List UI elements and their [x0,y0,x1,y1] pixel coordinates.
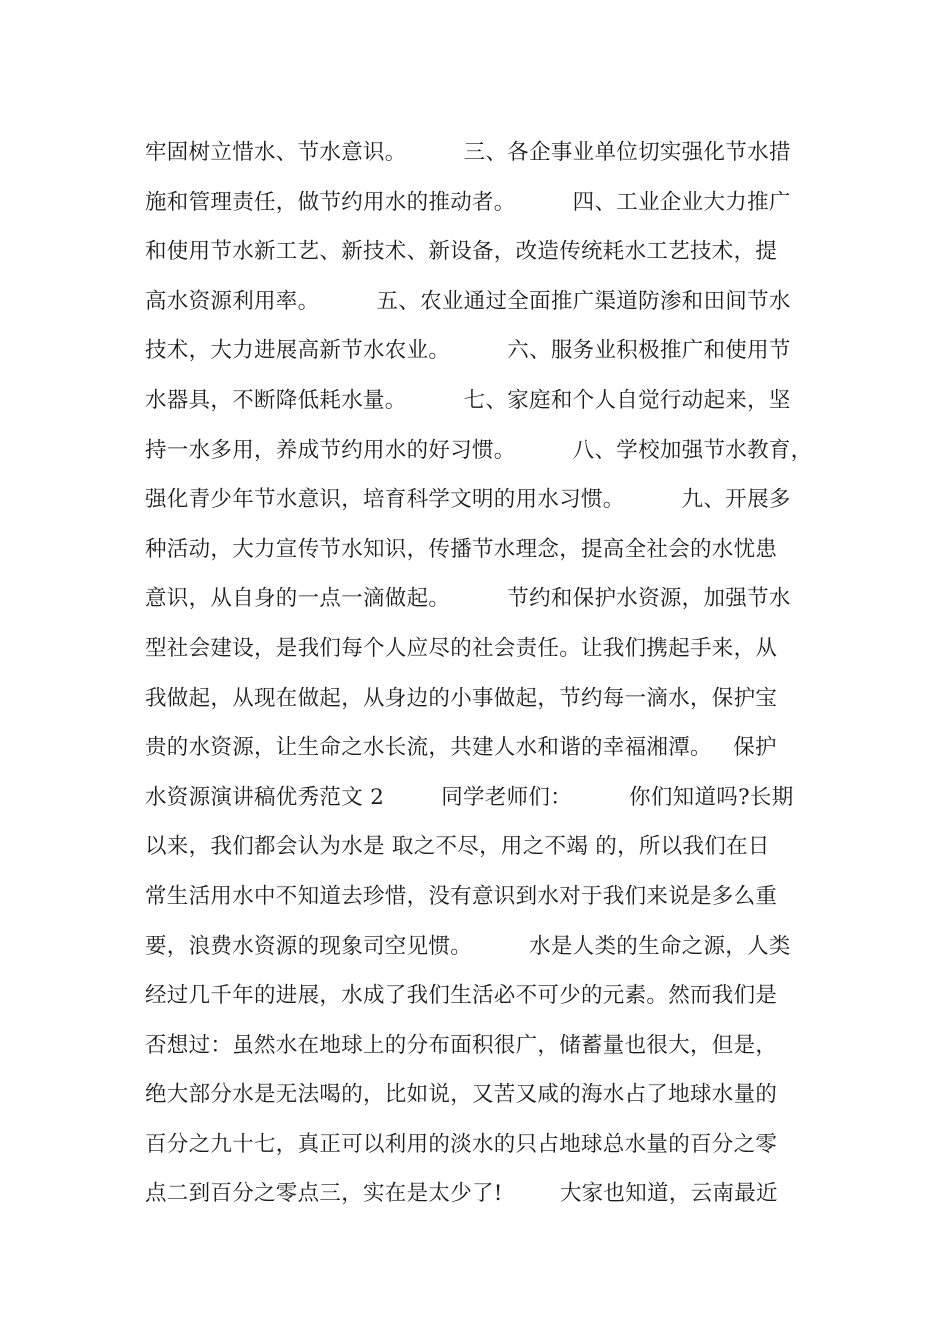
text-line: 高水资源利用率。 五、农业通过全面推广渠道防渗和田间节水 [145,288,791,314]
text-line: 牢固树立惜水、节水意识。 三、各企事业单位切实强化节水措 [145,140,791,165]
text-line: 以来，我们都会认为水是 取之不尽，用之不竭 的，所以我们在日 [145,834,770,860]
text-line: 我做起，从现在做起，从身边的小事做起，节约每一滴水，保护宝 [145,685,778,711]
text-line: 百分之九十七，真正可以利用的淡水的只占地球总水量的百分之零 [145,1131,778,1157]
text-line: 要，浪费水资源的现象司空见惯。 水是人类的生命之源，人类 [145,933,791,959]
text-line: 点二到百分之零点三，实在是太少了! 大家也知道，云南最近 [145,1181,778,1207]
text-line: 水资源演讲稿优秀范文 2 同学老师们： 你们知道吗?长期 [145,784,794,810]
body-text [145,128,825,1219]
text-line: 型社会建设，是我们每个人应尽的社会责任。让我们携起手来，从 [145,635,778,661]
text-line: 水器具，不断降低耗水量。 七、家庭和个人自觉行动起来，坚 [145,387,791,413]
text-line: 种活动，大力宣传节水知识，传播节水理念，提高全社会的水忧患 [145,536,778,562]
text-line: 否想过：虽然水在地球上的分布面积很广，储蓄量也很大，但是， [145,1032,778,1058]
text-line: 意识，从自身的一点一滴做起。 节约和保护水资源，加强节水 [145,586,791,612]
text-line: 持一水多用，养成节约用水的好习惯。 八、学校加强节水教育， [145,437,813,463]
text-line: 贵的水资源，让生命之水长流，共建人水和谐的幸福湘潭。 保护 [145,735,777,761]
text-line: 绝大部分水是无法喝的，比如说，又苦又咸的海水占了地球水量的 [145,1082,778,1108]
text-line: 和使用节水新工艺、新技术、新设备，改造传统耗水工艺技术，提 [145,239,778,265]
text-line: 技术，大力进展高新节水农业。 六、服务业积极推广和使用节 [145,338,791,364]
text-line: 施和管理责任，做节约用水的推动者。 四、工业企业大力推广 [145,189,791,215]
text-line: 常生活用水中不知道去珍惜，没有意识到水对于我们来说是多么重 [145,883,778,909]
text-line: 经过几千年的进展，水成了我们生活必不可少的元素。然而我们是 [145,983,778,1009]
text-line: 强化青少年节水意识，培育科学文明的用水习惯。 九、开展多 [145,487,791,513]
